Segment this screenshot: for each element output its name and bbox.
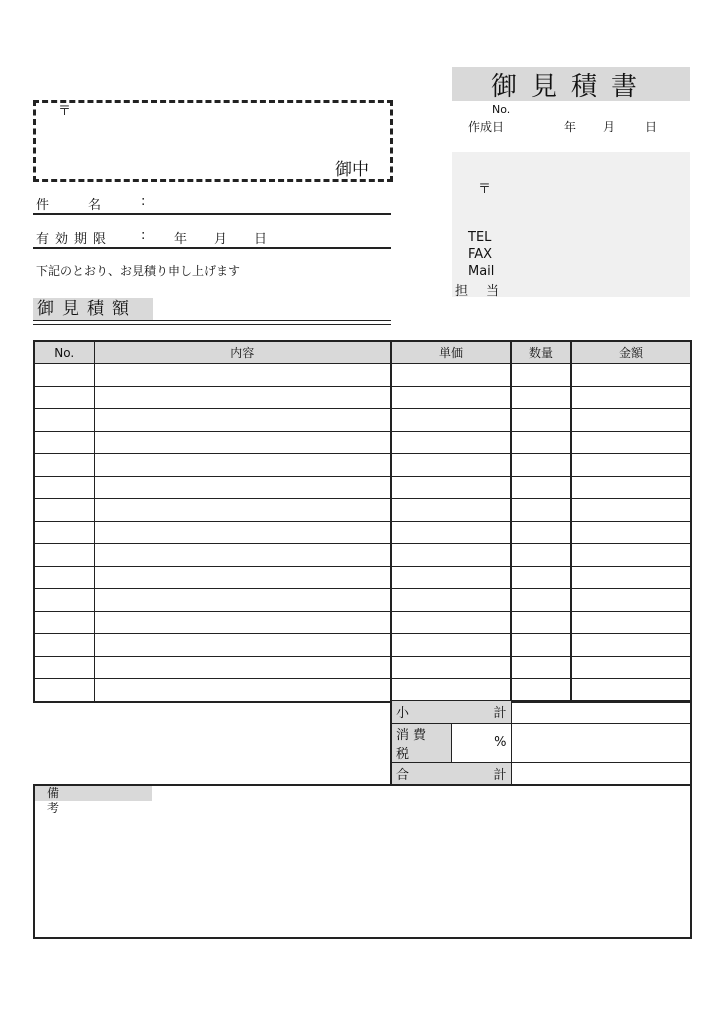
table-row [34, 476, 691, 499]
validity-year: 年 [174, 232, 188, 247]
unit-price-cell[interactable] [391, 634, 511, 657]
unit-price-cell[interactable] [391, 566, 511, 589]
table-row [34, 656, 691, 679]
no-cell[interactable] [34, 566, 94, 589]
created-date-label: 作成日 [468, 120, 505, 134]
no-cell[interactable] [34, 454, 94, 477]
subject-colon: : [141, 194, 146, 209]
tax-row [391, 723, 691, 762]
table-row [34, 409, 691, 432]
quantity-cell[interactable] [511, 499, 571, 522]
quantity-cell[interactable] [511, 476, 571, 499]
table-header-row [34, 341, 691, 364]
unit-price-cell[interactable] [391, 589, 511, 612]
validity-month: 月 [214, 232, 228, 247]
total-label-left: 合 [396, 767, 410, 783]
document-title: 御見積書 [452, 67, 690, 101]
description-cell[interactable] [94, 656, 391, 679]
unit-price-cell[interactable] [391, 409, 511, 432]
no-cell[interactable] [34, 476, 94, 499]
table-row [34, 611, 691, 634]
quantity-cell[interactable] [511, 521, 571, 544]
amount-cell[interactable] [571, 611, 691, 634]
quantity-cell[interactable] [511, 386, 571, 409]
unit-price-cell[interactable] [391, 521, 511, 544]
description-cell[interactable] [94, 386, 391, 409]
description-cell[interactable] [94, 544, 391, 567]
table-row [34, 386, 691, 409]
quantity-cell[interactable] [511, 409, 571, 432]
tax-unit: % [494, 735, 507, 750]
amount-cell[interactable] [571, 431, 691, 454]
created-month-label: 月 [603, 120, 616, 134]
unit-price-cell[interactable] [391, 431, 511, 454]
issuer-person-label: 担当 [455, 284, 518, 299]
validity-field[interactable] [33, 228, 391, 249]
subtotal-label-right: 計 [493, 706, 507, 722]
quantity-cell[interactable] [511, 566, 571, 589]
amount-cell[interactable] [571, 544, 691, 567]
no-cell[interactable] [34, 611, 94, 634]
description-cell[interactable] [94, 521, 391, 544]
tax-rate-cell[interactable] [451, 723, 511, 762]
description-cell[interactable] [94, 566, 391, 589]
table-row [34, 521, 691, 544]
quantity-cell[interactable] [511, 454, 571, 477]
no-cell[interactable] [34, 499, 94, 522]
amount-cell[interactable] [571, 566, 691, 589]
amount-cell[interactable] [571, 364, 691, 387]
amount-cell[interactable] [571, 521, 691, 544]
no-cell[interactable] [34, 386, 94, 409]
table-row [34, 499, 691, 522]
no-cell[interactable] [34, 656, 94, 679]
description-cell[interactable] [94, 454, 391, 477]
table-row [34, 589, 691, 612]
quantity-cell[interactable] [511, 431, 571, 454]
table-row [34, 634, 691, 657]
amount-cell[interactable] [571, 476, 691, 499]
table-row [34, 431, 691, 454]
description-cell[interactable] [94, 679, 391, 702]
amount-cell[interactable] [571, 409, 691, 432]
subtotal-value-cell[interactable] [511, 701, 691, 724]
issuer-postal-mark: 〒 [478, 182, 492, 197]
table-row [34, 454, 691, 477]
recipient-postal-mark: 〒 [58, 104, 72, 119]
tax-label: 消費税 [391, 723, 451, 762]
document-number-label: No. [492, 103, 511, 116]
no-cell[interactable] [34, 364, 94, 387]
subject-field[interactable] [33, 194, 391, 215]
intro-remark: 下記のとおり、お見積り申し上げます [36, 264, 241, 278]
quantity-cell[interactable] [511, 634, 571, 657]
amount-cell[interactable] [571, 386, 691, 409]
unit-price-cell[interactable] [391, 386, 511, 409]
table-row [34, 566, 691, 589]
description-cell[interactable] [94, 611, 391, 634]
estimate-amount-underline [33, 320, 391, 325]
header-unit-price: 単価 [391, 341, 511, 364]
quantity-cell[interactable] [511, 589, 571, 612]
validity-day: 日 [254, 232, 268, 247]
unit-price-cell[interactable] [391, 679, 511, 702]
quantity-cell[interactable] [511, 544, 571, 567]
table-row [34, 544, 691, 567]
unit-price-cell[interactable] [391, 611, 511, 634]
no-cell[interactable] [34, 679, 94, 702]
quantity-cell[interactable] [511, 611, 571, 634]
validity-colon: : [141, 228, 146, 243]
unit-price-cell[interactable] [391, 364, 511, 387]
subtotal-label-left: 小 [396, 706, 410, 722]
description-cell[interactable] [94, 431, 391, 454]
quantity-cell[interactable] [511, 679, 571, 702]
no-cell[interactable] [34, 521, 94, 544]
total-label-right: 計 [493, 767, 507, 783]
description-cell[interactable] [94, 364, 391, 387]
subtotal-label [391, 701, 511, 724]
subtotal-row [391, 701, 691, 724]
unit-price-cell[interactable] [391, 544, 511, 567]
recipient-honorific: 御中 [335, 160, 369, 180]
header-description: 内容 [94, 341, 391, 364]
no-cell[interactable] [34, 409, 94, 432]
amount-cell[interactable] [571, 679, 691, 702]
amount-cell[interactable] [571, 499, 691, 522]
quantity-cell[interactable] [511, 656, 571, 679]
created-year-label: 年 [564, 120, 577, 134]
description-cell[interactable] [94, 634, 391, 657]
no-cell[interactable] [34, 431, 94, 454]
description-cell[interactable] [94, 476, 391, 499]
total-row [391, 762, 691, 785]
created-day-label: 日 [645, 120, 658, 134]
totals-table [390, 700, 692, 786]
estimate-amount-label: 御見積額 [33, 298, 153, 321]
unit-price-cell[interactable] [391, 476, 511, 499]
tax-value-cell[interactable] [511, 723, 691, 762]
line-items-table [33, 340, 692, 703]
amount-cell[interactable] [571, 589, 691, 612]
amount-cell[interactable] [571, 454, 691, 477]
table-row [34, 364, 691, 387]
description-cell[interactable] [94, 409, 391, 432]
unit-price-cell[interactable] [391, 499, 511, 522]
unit-price-cell[interactable] [391, 656, 511, 679]
subject-label-1: 件 [36, 198, 50, 213]
description-cell[interactable] [94, 589, 391, 612]
no-cell[interactable] [34, 544, 94, 567]
amount-cell[interactable] [571, 634, 691, 657]
notes-label: 備考 [35, 786, 152, 801]
total-value-cell[interactable] [511, 762, 691, 785]
issuer-fax-label: FAX [468, 247, 493, 262]
description-cell[interactable] [94, 499, 391, 522]
issuer-tel-label: TEL [468, 230, 492, 245]
amount-cell[interactable] [571, 656, 691, 679]
validity-label: 有効期限 [36, 232, 113, 247]
notes-box[interactable] [33, 784, 692, 939]
issuer-mail-label: Mail [468, 264, 495, 279]
header-amount: 金額 [571, 341, 691, 364]
unit-price-cell[interactable] [391, 454, 511, 477]
total-label [391, 762, 511, 785]
header-quantity: 数量 [511, 341, 571, 364]
subject-label-2: 名 [88, 198, 102, 213]
no-cell[interactable] [34, 589, 94, 612]
no-cell[interactable] [34, 634, 94, 657]
header-no: No. [34, 341, 94, 364]
table-row [34, 679, 691, 702]
quantity-cell[interactable] [511, 364, 571, 387]
